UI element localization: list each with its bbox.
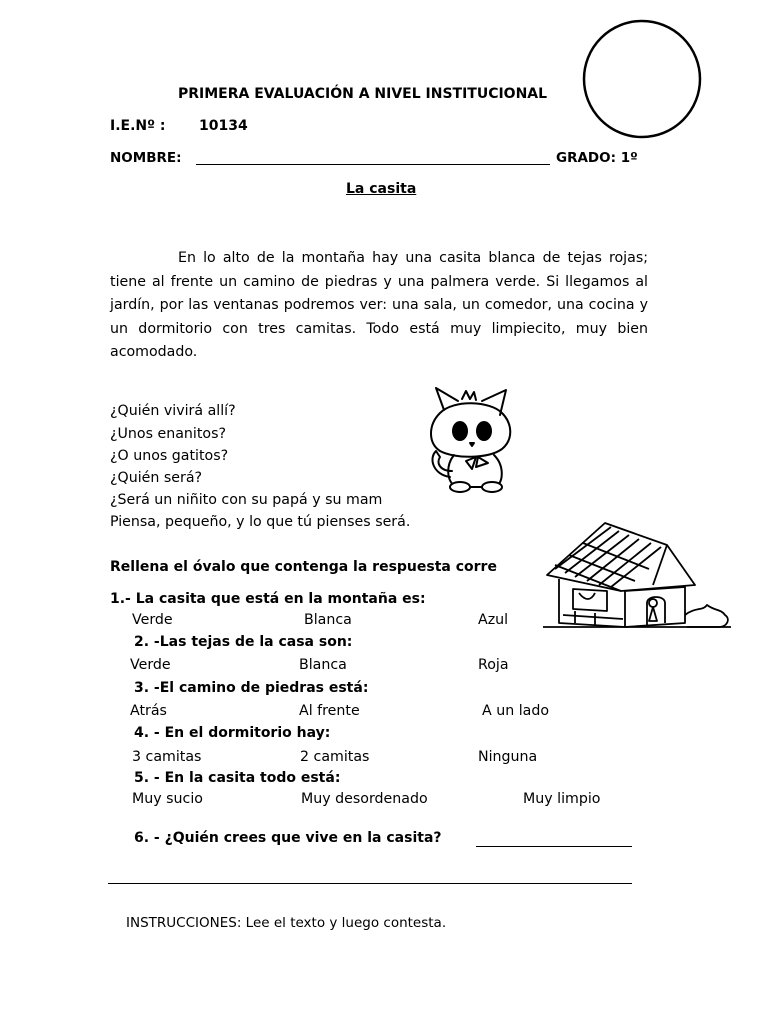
question-1: 1.- La casita que está en la montaña es:	[110, 591, 426, 607]
verse-2: ¿Unos enanitos?	[110, 426, 227, 442]
grado-label: GRADO: 1º	[556, 150, 638, 166]
q4-option-1[interactable]: 3 camitas	[132, 749, 202, 765]
question-5: 5. - En la casita todo está:	[134, 770, 341, 786]
q1-option-3[interactable]: Azul	[478, 612, 509, 628]
instruction-text: Rellena el óvalo que contenga la respuesta corre	[110, 559, 497, 575]
verse-5: ¿Será un niñito con su papá y su mam	[110, 492, 383, 508]
q4-option-2[interactable]: 2 camitas	[300, 749, 370, 765]
q5-option-3[interactable]: Muy limpio	[523, 791, 601, 807]
q1-option-1[interactable]: Verde	[132, 612, 173, 628]
verse-4: ¿Quién será?	[110, 470, 203, 486]
q6-answer-line-2[interactable]	[108, 883, 632, 884]
nombre-line[interactable]	[196, 164, 550, 165]
page-title: PRIMERA EVALUACIÓN A NIVEL INSTITUCIONAL	[178, 86, 548, 102]
q4-option-3[interactable]: Ninguna	[478, 749, 538, 765]
story-title: La casita	[346, 181, 417, 197]
q5-option-2[interactable]: Muy desordenado	[301, 791, 428, 807]
question-2: 2. -Las tejas de la casa son:	[134, 634, 353, 650]
house-illustration	[535, 515, 735, 635]
question-4: 4. - En el dormitorio hay:	[134, 725, 331, 741]
question-3: 3. -El camino de piedras está:	[134, 680, 369, 696]
question-6: 6. - ¿Quién crees que vive en la casita?	[134, 830, 442, 846]
ie-label: I.E.Nº :	[110, 118, 166, 134]
q3-option-1[interactable]: Atrás	[130, 703, 167, 719]
q1-option-2[interactable]: Blanca	[304, 612, 352, 628]
ie-number: 10134	[199, 118, 248, 134]
verse-6: Piensa, pequeño, y lo que tú pienses será.	[110, 514, 411, 530]
q3-option-2[interactable]: Al frente	[299, 703, 360, 719]
q6-answer-line-1[interactable]	[476, 846, 632, 847]
q2-option-1[interactable]: Verde	[130, 657, 171, 673]
q2-option-2[interactable]: Blanca	[299, 657, 347, 673]
q2-option-3[interactable]: Roja	[478, 657, 509, 673]
q5-option-1[interactable]: Muy sucio	[132, 791, 203, 807]
q3-option-3[interactable]: A un lado	[482, 703, 550, 719]
footer-instructions: INSTRUCCIONES: Lee el texto y luego contesta.	[126, 915, 447, 931]
verse-3: ¿O unos gatitos?	[110, 448, 229, 464]
nombre-label: NOMBRE:	[110, 150, 182, 166]
story-paragraph: En lo alto de la montaña hay una casita blanca de tejas rojas; tiene al frente un camino de piedras y una palmera verde. Si llegamos al jardín, por las ventanas podremos ver: una sala, un comedor, una cocina y un dormitorio con tres camitas. Todo está muy limpiecito, muy bien acomodado.	[110, 250, 648, 360]
verse-1: ¿Quién vivirá allí?	[110, 403, 236, 419]
kitten-illustration	[410, 385, 530, 495]
